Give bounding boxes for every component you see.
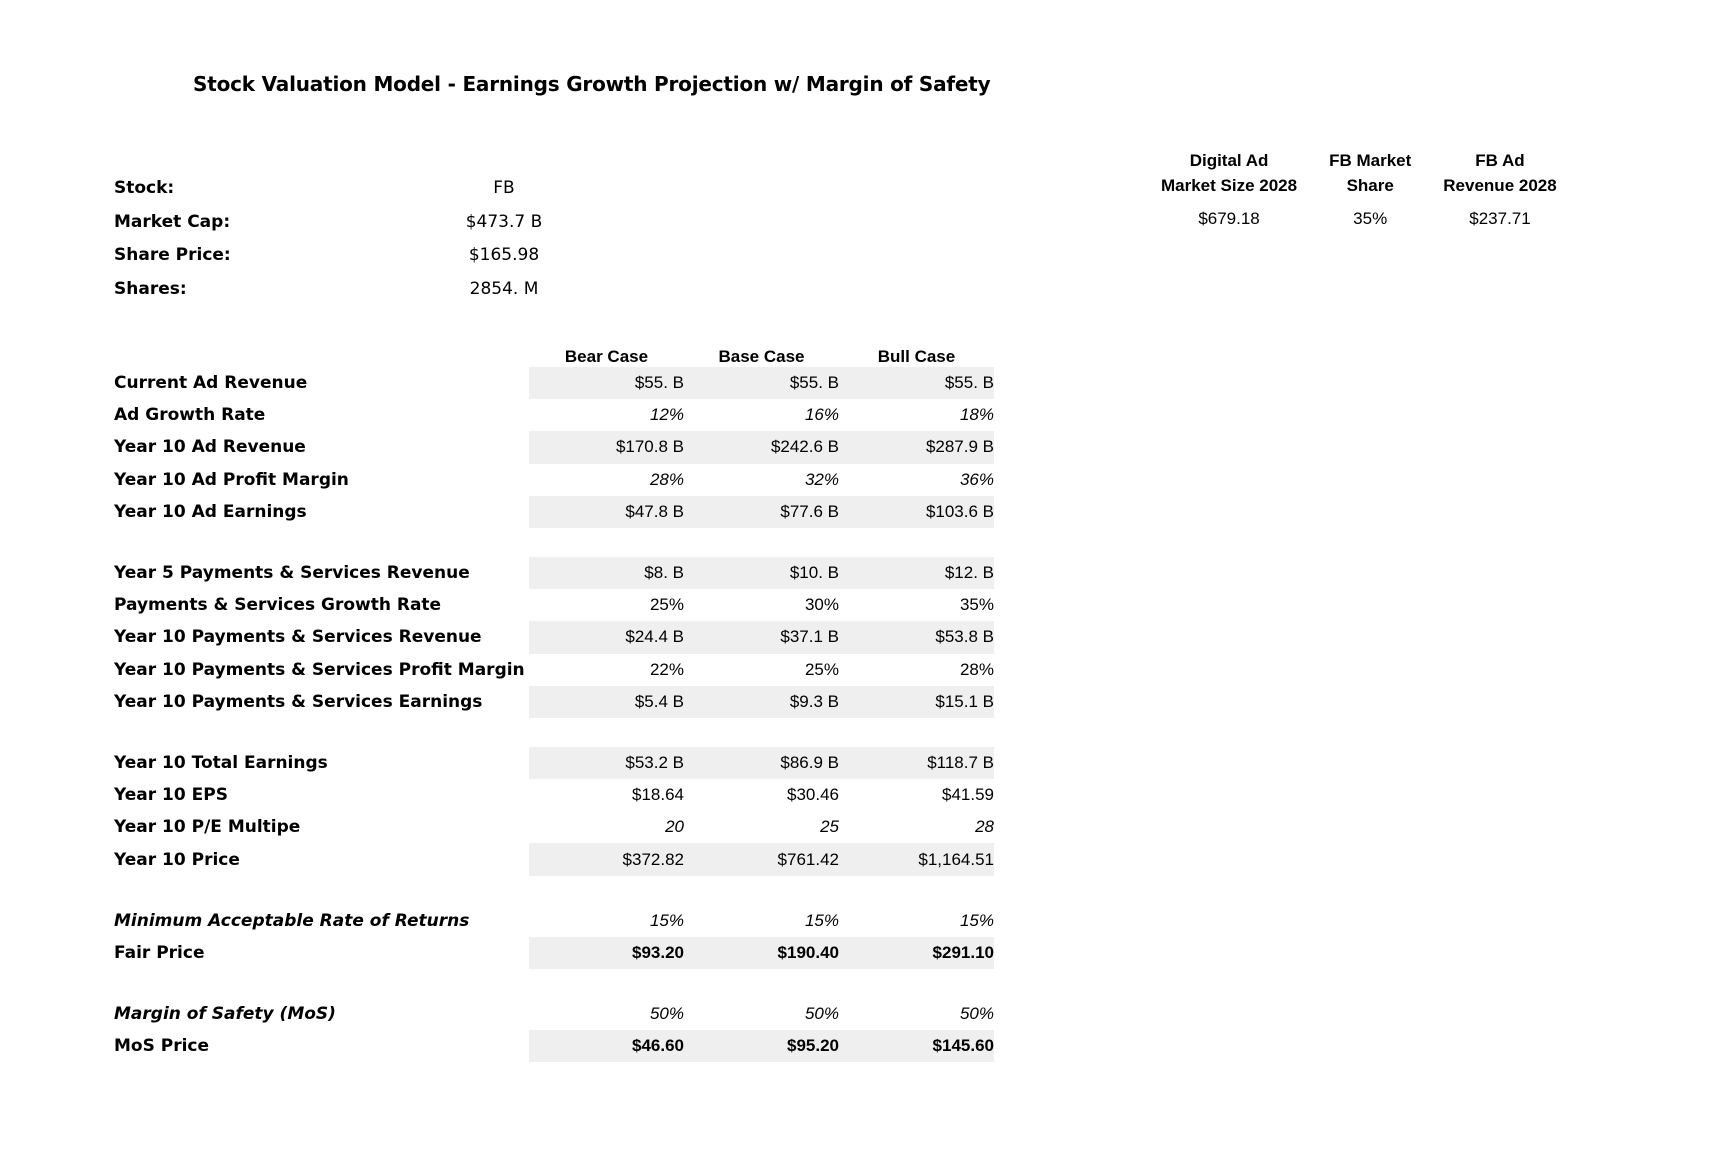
metric-value: 28%	[649, 469, 684, 489]
stock-info-block	[114, 178, 674, 312]
market-size-value: 35%	[1353, 209, 1388, 228]
metric-value: 36%	[959, 469, 994, 489]
metric-column-header	[114, 335, 529, 367]
table-row	[114, 1030, 994, 1062]
metric-value: $8. B	[529, 557, 684, 589]
table-row	[114, 621, 994, 653]
metric-label: Payments & Services Growth Rate	[114, 595, 442, 616]
table-row	[114, 998, 994, 1030]
table-row	[114, 399, 994, 431]
metric-value: 25%	[804, 659, 839, 679]
spacer-cell	[529, 718, 684, 747]
table-row	[114, 686, 994, 718]
metric-label: Year 10 Ad Revenue	[114, 437, 306, 458]
stock-info-value: $473.7 B	[465, 211, 543, 232]
market-size-value-row	[1145, 198, 1573, 229]
stock-info-row	[114, 279, 674, 313]
table-row	[114, 747, 994, 779]
spacer-cell	[839, 528, 994, 557]
metric-value: $18.64	[632, 785, 684, 805]
table-row	[114, 811, 994, 843]
metric-value: $170.8 B	[529, 431, 684, 463]
metric-value: 20	[665, 817, 684, 837]
market-size-grid	[1145, 148, 1573, 229]
valuation-rows	[114, 367, 994, 1062]
metric-label: Current Ad Revenue	[114, 373, 308, 394]
spacer-cell	[529, 969, 684, 998]
metric-value: $37.1 B	[684, 621, 839, 653]
case-column-header: Bear Case	[564, 347, 649, 366]
metric-value: $761.42	[684, 843, 839, 875]
spacer-cell	[529, 528, 684, 557]
metric-value: 15%	[649, 910, 684, 930]
case-column-header: Base Case	[718, 347, 805, 366]
metric-value: 25%	[649, 595, 684, 615]
metric-value: $47.8 B	[529, 496, 684, 528]
metric-value: $53.2 B	[529, 747, 684, 779]
metric-value: $287.9 B	[839, 431, 994, 463]
page-title: Stock Valuation Model - Earnings Growth Projection w/ Margin of Safety	[193, 72, 991, 96]
metric-value: 18%	[959, 405, 994, 425]
metric-value: 15%	[959, 910, 994, 930]
metric-value: $12. B	[839, 557, 994, 589]
metric-value: $41.59	[942, 785, 994, 805]
spacer-cell	[529, 876, 684, 905]
metric-label: Minimum Acceptable Rate of Returns	[114, 910, 470, 931]
stock-info-value: FB	[493, 178, 515, 198]
market-size-column-header	[1145, 148, 1313, 198]
spacer-cell	[114, 969, 529, 998]
metric-label: Year 10 Payments & Services Earnings	[114, 691, 483, 712]
metric-value: 30%	[804, 595, 839, 615]
metric-value: 15%	[804, 910, 839, 930]
spacer-cell	[684, 528, 839, 557]
stock-info-value: 2854. M	[469, 278, 539, 299]
spacer-cell	[114, 528, 529, 557]
market-size-header-line2: Market Size 2028	[1161, 176, 1298, 195]
market-size-column-header	[1313, 148, 1427, 198]
stock-info-row	[114, 178, 674, 212]
stock-info-label: Market Cap:	[114, 211, 231, 232]
table-spacer-row	[114, 969, 994, 998]
metric-value: $5.4 B	[529, 686, 684, 718]
table-row	[114, 937, 994, 969]
spacer-cell	[114, 718, 529, 747]
case-header-row	[114, 335, 994, 367]
metric-value: $55. B	[529, 367, 684, 399]
metric-value: 35%	[959, 595, 994, 615]
spacer-cell	[839, 718, 994, 747]
table-spacer-row	[114, 876, 994, 905]
market-size-header-line1: FB Ad	[1475, 151, 1525, 170]
metric-label: Year 10 EPS	[114, 785, 228, 806]
stock-info-row	[114, 245, 674, 279]
metric-value: $9.3 B	[684, 686, 839, 718]
metric-value: 28%	[959, 659, 994, 679]
metric-value: 25	[820, 817, 839, 837]
metric-value: $86.9 B	[684, 747, 839, 779]
metric-label: Fair Price	[114, 942, 205, 963]
metric-value: $103.6 B	[839, 496, 994, 528]
table-row	[114, 589, 994, 621]
market-size-header-row	[1145, 148, 1573, 198]
spacer-cell	[684, 718, 839, 747]
table-row	[114, 905, 994, 937]
metric-value: $24.4 B	[529, 621, 684, 653]
market-size-column-header	[1427, 148, 1572, 198]
table-row	[114, 496, 994, 528]
metric-value: $93.20	[529, 937, 684, 969]
market-size-header-line1: Digital Ad	[1189, 151, 1269, 170]
metric-value: $118.7 B	[839, 747, 994, 779]
valuation-projection-table	[114, 335, 994, 1062]
metric-value: $15.1 B	[839, 686, 994, 718]
market-size-header-line2: Share	[1346, 176, 1394, 195]
table-row	[114, 843, 994, 875]
metric-value: $55. B	[684, 367, 839, 399]
metric-label: Year 5 Payments & Services Revenue	[114, 563, 470, 584]
metric-value: 50%	[959, 1004, 994, 1024]
metric-label: Margin of Safety (MoS)	[114, 1004, 336, 1025]
case-column-header: Bull Case	[877, 347, 956, 366]
metric-value: 16%	[804, 405, 839, 425]
stock-info-label: Stock:	[114, 178, 175, 198]
metric-value: $95.20	[684, 1030, 839, 1062]
table-row	[114, 431, 994, 463]
metric-value: 22%	[649, 659, 684, 679]
spacer-cell	[839, 969, 994, 998]
metric-value: $53.8 B	[839, 621, 994, 653]
market-size-header-line1: FB Market	[1329, 151, 1412, 170]
spacer-cell	[114, 876, 529, 905]
metric-value: $46.60	[529, 1030, 684, 1062]
stock-info-label: Share Price:	[114, 245, 231, 265]
table-row	[114, 654, 994, 686]
metric-value: $77.6 B	[684, 496, 839, 528]
metric-value: $30.46	[787, 785, 839, 805]
table-row	[114, 779, 994, 811]
metric-value: $1,164.51	[839, 843, 994, 875]
metric-value: 12%	[649, 405, 684, 425]
metric-value: $55. B	[839, 367, 994, 399]
metric-value: 32%	[804, 469, 839, 489]
table-spacer-row	[114, 528, 994, 557]
metric-value: $372.82	[529, 843, 684, 875]
table-row	[114, 367, 994, 399]
metric-label: Year 10 Ad Profit Margin	[114, 469, 349, 490]
market-size-value: $237.71	[1469, 209, 1531, 228]
spacer-cell	[839, 876, 994, 905]
table-row	[114, 557, 994, 589]
spacer-cell	[684, 969, 839, 998]
metric-value: 50%	[649, 1004, 684, 1024]
stock-info-row	[114, 212, 674, 246]
market-size-value: $679.18	[1198, 209, 1260, 228]
metric-label: Year 10 Total Earnings	[114, 752, 328, 773]
metric-label: Year 10 Price	[114, 849, 240, 870]
metric-value: $190.40	[684, 937, 839, 969]
metric-label: Year 10 P/E Multipe	[114, 817, 301, 838]
metric-label: Year 10 Ad Earnings	[114, 501, 307, 522]
metric-value: $242.6 B	[684, 431, 839, 463]
stock-info-value: $165.98	[468, 245, 540, 265]
stock-info-label: Shares:	[114, 278, 187, 299]
metric-value: $145.60	[839, 1030, 994, 1062]
market-size-table	[1145, 148, 1573, 229]
metric-value: $10. B	[684, 557, 839, 589]
metric-label: Ad Growth Rate	[114, 405, 266, 426]
spacer-cell	[684, 876, 839, 905]
table-spacer-row	[114, 718, 994, 747]
table-row	[114, 464, 994, 496]
metric-label: MoS Price	[114, 1036, 210, 1057]
metric-label: Year 10 Payments & Services Revenue	[114, 627, 482, 648]
metric-value: 28	[975, 817, 994, 837]
metric-label: Year 10 Payments & Services Profit Margin	[114, 659, 525, 680]
metric-value: $291.10	[839, 937, 994, 969]
metric-value: 50%	[804, 1004, 839, 1024]
market-size-header-line2: Revenue 2028	[1443, 176, 1557, 195]
